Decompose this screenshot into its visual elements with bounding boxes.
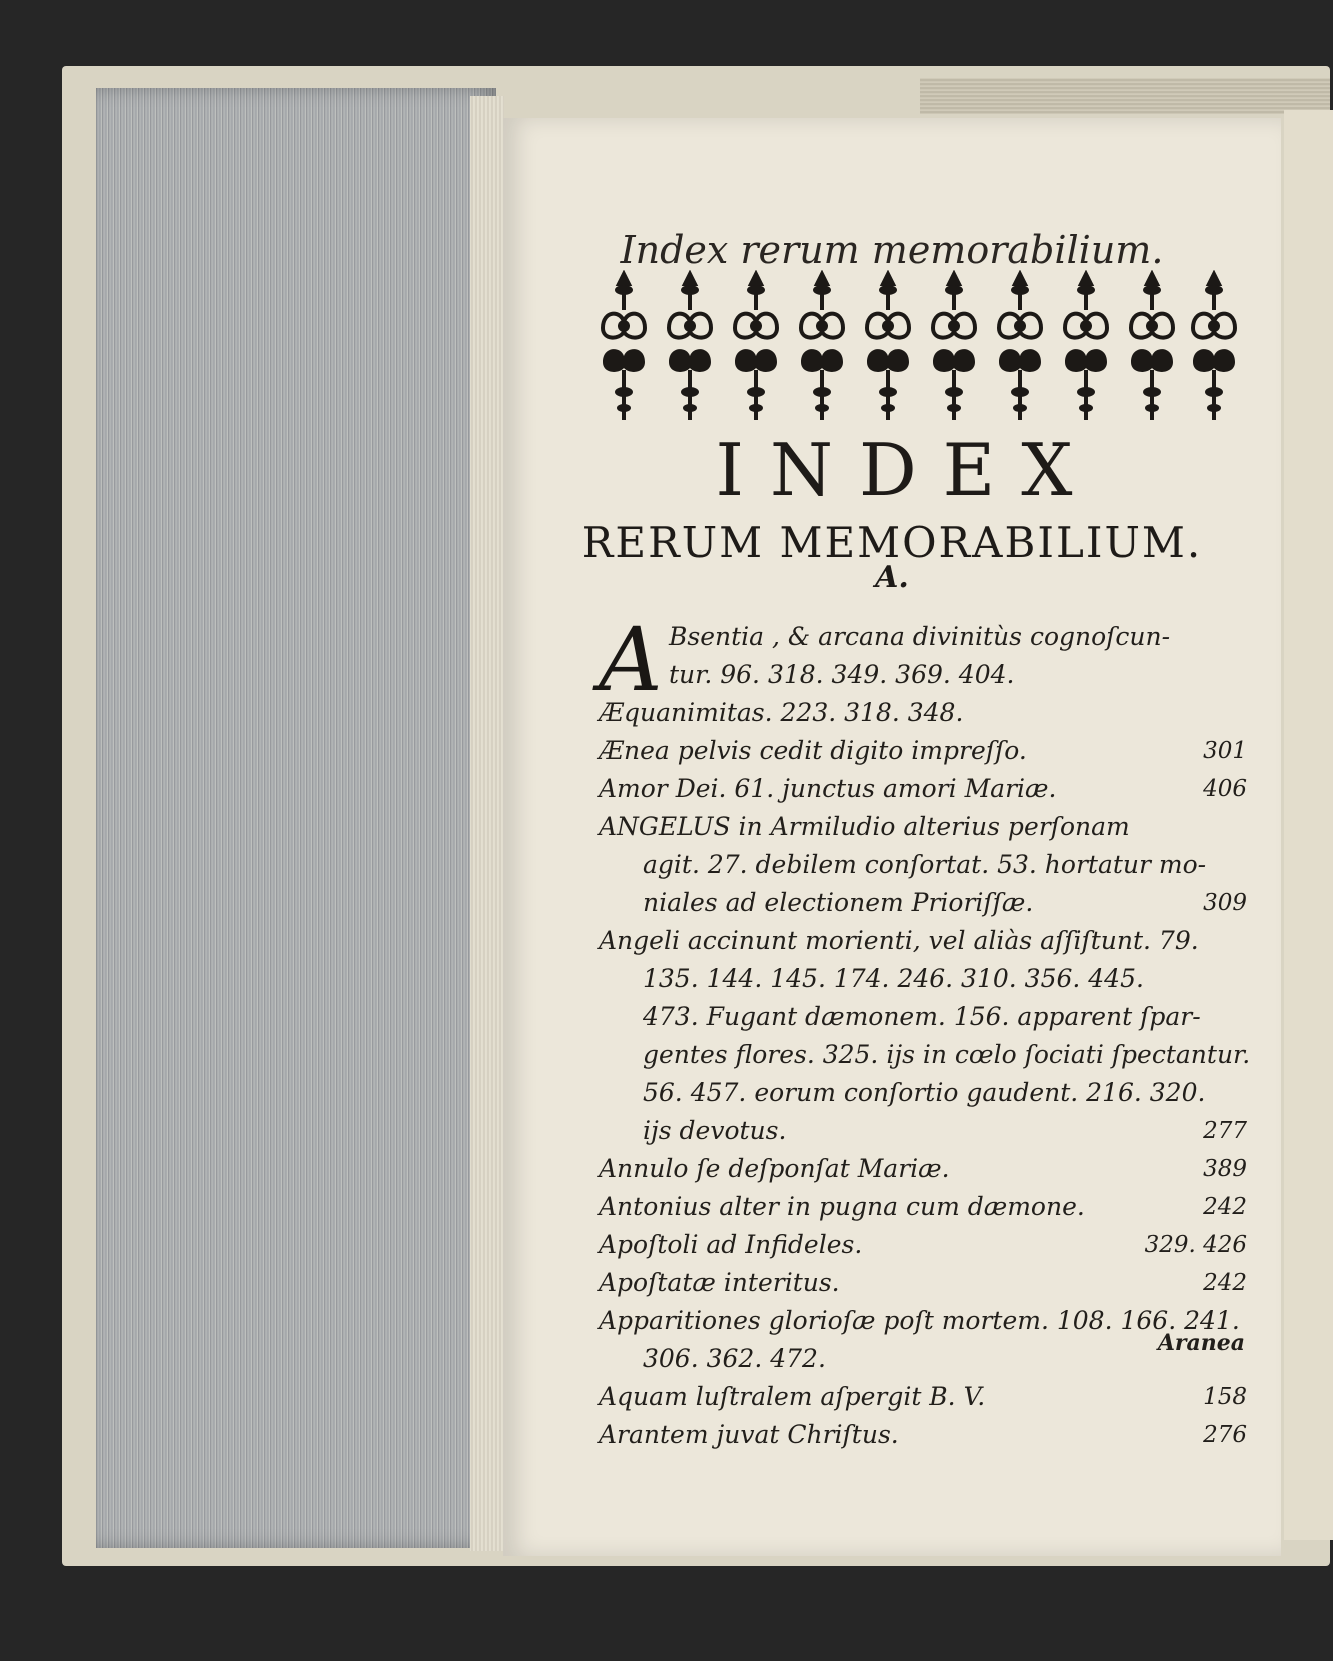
floral-headpiece-ornament-icon: [599, 270, 1239, 428]
facing-page-edge: [1284, 110, 1333, 1540]
entry-page: 242: [1203, 1270, 1247, 1296]
index-entry: [599, 998, 1247, 1036]
entry-text: Apoſtatæ interitus.: [599, 1268, 840, 1297]
index-entry: [599, 922, 1247, 960]
index-title: INDEX: [715, 428, 1099, 512]
entry-text: Æquanimitas. 223. 318. 348.: [599, 698, 964, 727]
index-entries: [599, 608, 1251, 1454]
index-entry: [599, 1112, 1247, 1150]
index-subtitle: RERUM MEMORABILIUM.: [581, 518, 1203, 567]
entry-text: 135. 144. 145. 174. 246. 310. 356. 445.: [643, 964, 1144, 993]
entry-text: ijs devotus.: [643, 1116, 787, 1145]
entry-text: Antonius alter in pugna cum dæmone.: [599, 1192, 1085, 1221]
entry-text: gentes flores. 325. ijs in cœlo ſociati ſpectantur.: [643, 1040, 1251, 1069]
entry-text: Amor Dei. 61. junctus amori Mariæ.: [599, 774, 1057, 803]
index-entry: [599, 1150, 1247, 1188]
index-entry: [599, 960, 1247, 998]
index-entry: [599, 1036, 1251, 1074]
book-page: [503, 118, 1281, 1556]
entry-text: Arantem juvat Chriſtus.: [599, 1420, 899, 1449]
entry-text: Annulo ſe deſponſat Mariæ.: [599, 1154, 950, 1183]
index-entry: [599, 808, 1247, 846]
entry-text: Angeli accinunt morienti, vel aliàs aſſiſtunt. 79.: [599, 926, 1199, 955]
index-entry: [599, 1302, 1247, 1340]
index-entry: [599, 1226, 1247, 1264]
index-entry: [599, 770, 1247, 808]
entry-text: Bsentia , & arcana divinitùs cognoſcun-: [669, 622, 1171, 651]
index-entry: [599, 656, 1247, 694]
index-entry: [599, 732, 1247, 770]
page-block-inner-edge: [470, 96, 504, 1551]
section-letter: A.: [875, 560, 909, 595]
entry-text: ANGELUS in Armiludio alterius perſonam: [599, 812, 1130, 841]
index-entry: [599, 694, 1247, 732]
index-entry: [599, 884, 1247, 922]
index-entry: [599, 1378, 1247, 1416]
entry-text: Apparitiones glorioſæ poſt mortem. 108. 166. 241.: [599, 1306, 1240, 1335]
entry-page: 406: [1203, 776, 1247, 802]
entry-page: 158: [1203, 1384, 1247, 1410]
entry-page: 276: [1203, 1422, 1247, 1448]
index-entry: [599, 1340, 1247, 1378]
entry-text: 56. 457. eorum conſortio gaudent. 216. 320.: [643, 1078, 1206, 1107]
running-head: Index rerum memorabilium.: [620, 228, 1164, 272]
entry-text: 306. 362. 472.: [643, 1344, 826, 1373]
entry-page: 329. 426: [1144, 1232, 1247, 1258]
entry-text: tur. 96. 318. 349. 369. 404.: [669, 660, 1015, 689]
entry-text: agit. 27. debilem conſortat. 53. hortatur mo-: [643, 850, 1207, 879]
page-block-edges: [96, 88, 496, 1548]
index-entry: [599, 1188, 1247, 1226]
entry-page: 301: [1203, 738, 1247, 764]
entry-page: 389: [1203, 1156, 1247, 1182]
entry-page: 242: [1203, 1194, 1247, 1220]
catchword: Aranea: [1157, 1330, 1245, 1356]
entry-text: Aquam luſtralem aſpergit B. V.: [599, 1382, 986, 1411]
entry-text: 473. Fugant dæmonem. 156. apparent ſpar-: [643, 1002, 1201, 1031]
entry-text: Ænea pelvis cedit digito impreſſo.: [599, 736, 1027, 765]
index-entry: [599, 846, 1247, 884]
entry-text: niales ad electionem Prioriſſæ.: [643, 888, 1034, 917]
drop-cap: A: [599, 608, 663, 711]
index-entry: [599, 1264, 1247, 1302]
entry-page: 277: [1203, 1118, 1247, 1144]
entry-text: Apoſtoli ad Infideles.: [599, 1230, 863, 1259]
entry-page: 309: [1203, 890, 1247, 916]
index-entry: [599, 1416, 1247, 1454]
page-stack-top: [920, 78, 1330, 114]
index-entry: [599, 1074, 1247, 1112]
